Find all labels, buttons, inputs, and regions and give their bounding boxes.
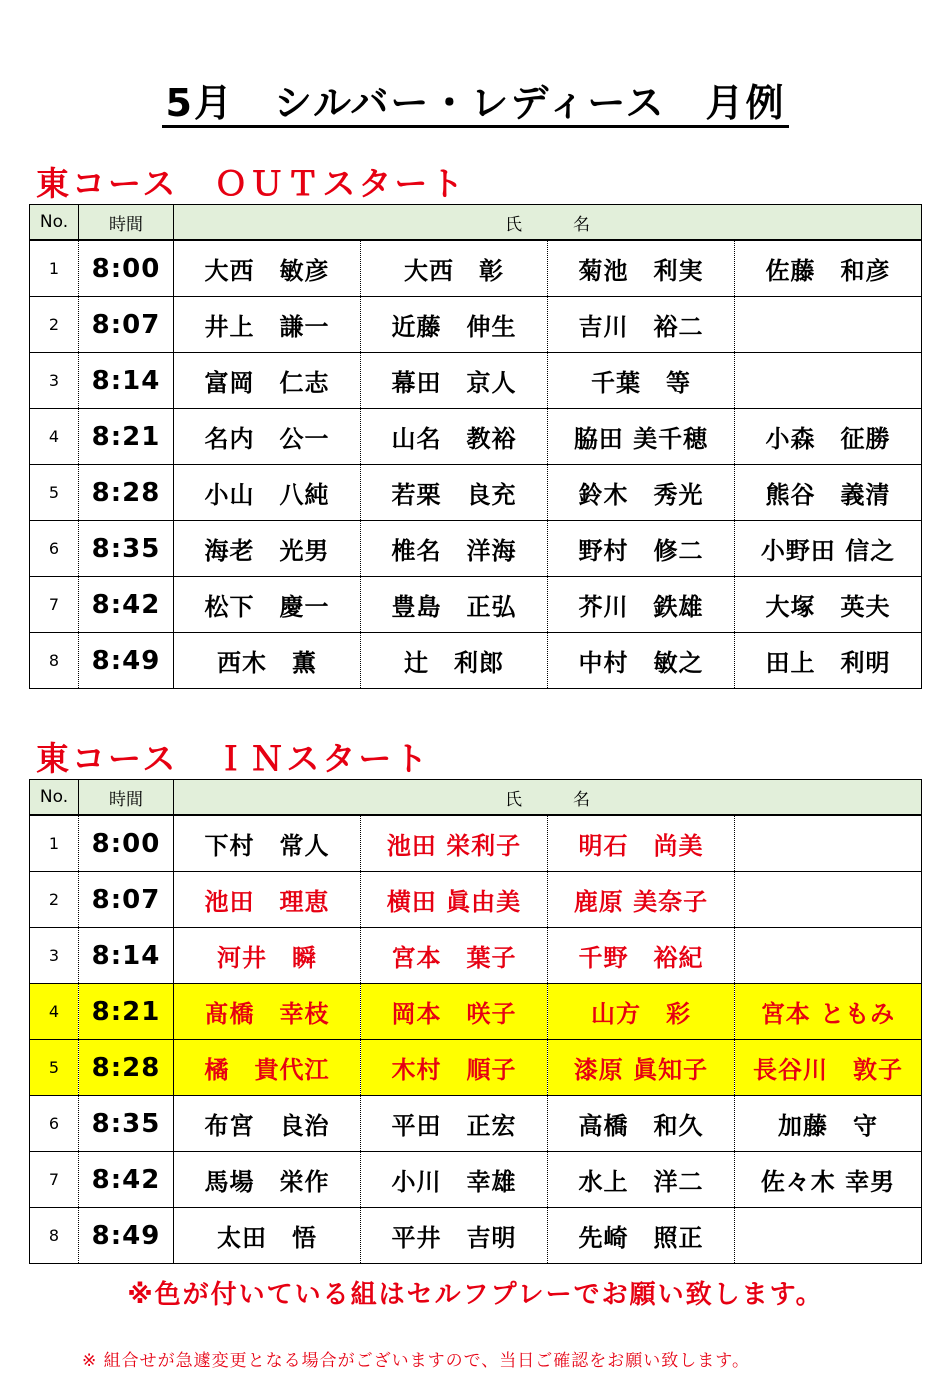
in-section-heading: 東コース ＩＮスタート (36, 739, 431, 778)
player-name: 先崎 照正 (548, 1208, 735, 1264)
player-name: 熊谷 義清 (735, 465, 922, 521)
player-name: 大西 彰 (361, 240, 548, 297)
player-name: 野村 修二 (548, 521, 735, 577)
group-number: 3 (30, 928, 79, 984)
group-number: 6 (30, 521, 79, 577)
player-name: 脇田 美千穂 (548, 409, 735, 465)
player-name (735, 872, 922, 928)
player-name: 布宮 良治 (174, 1096, 361, 1152)
player-name: 平井 吉明 (361, 1208, 548, 1264)
table-row (30, 1096, 922, 1152)
player-name: 吉川 裕二 (548, 297, 735, 353)
player-name: 下村 常人 (174, 815, 361, 872)
group-number: 3 (30, 353, 79, 409)
player-name: 菊池 利実 (548, 240, 735, 297)
in-table-body (30, 780, 922, 1264)
self-play-note: ※色が付いている組はセルフプレーでお願い致します。 (127, 1280, 824, 1310)
tee-time: 8:35 (79, 1096, 174, 1152)
table-row (30, 1152, 922, 1208)
tee-time: 8:28 (79, 1040, 174, 1096)
group-number: 1 (30, 240, 79, 297)
player-name: 辻 利郎 (361, 633, 548, 689)
table-row (30, 872, 922, 928)
table-header-row (30, 205, 922, 241)
player-name (735, 297, 922, 353)
group-number: 5 (30, 1040, 79, 1096)
player-name: 幕田 京人 (361, 353, 548, 409)
player-name: 水上 洋二 (548, 1152, 735, 1208)
player-name: 山名 教裕 (361, 409, 548, 465)
tee-time: 8:14 (79, 928, 174, 984)
tee-time: 8:14 (79, 353, 174, 409)
player-name: 太田 悟 (174, 1208, 361, 1264)
tee-time: 8:21 (79, 984, 174, 1040)
tee-time: 8:42 (79, 577, 174, 633)
player-name: 髙橋 幸枝 (174, 984, 361, 1040)
player-name: 宮本 葉子 (361, 928, 548, 984)
group-number: 6 (30, 1096, 79, 1152)
player-name: 西木 薫 (174, 633, 361, 689)
group-number: 1 (30, 815, 79, 872)
header-name: 氏 名 (174, 780, 922, 816)
player-name: 河井 瞬 (174, 928, 361, 984)
header-no: No. (30, 205, 79, 241)
tee-time: 8:00 (79, 815, 174, 872)
player-name: 田上 利明 (735, 633, 922, 689)
player-name (735, 815, 922, 872)
player-name: 宮本 ともみ (735, 984, 922, 1040)
group-number: 2 (30, 297, 79, 353)
player-name: 横田 眞由美 (361, 872, 548, 928)
player-name: 若栗 良充 (361, 465, 548, 521)
tee-time: 8:49 (79, 633, 174, 689)
tee-time: 8:35 (79, 521, 174, 577)
table-row (30, 577, 922, 633)
player-name: 椎名 洋海 (361, 521, 548, 577)
table-row (30, 928, 922, 984)
player-name (735, 928, 922, 984)
in-start-table (29, 779, 922, 1264)
player-name: 大西 敏彦 (174, 240, 361, 297)
player-name: 富岡 仁志 (174, 353, 361, 409)
player-name: 佐々木 幸男 (735, 1152, 922, 1208)
table-row (30, 297, 922, 353)
player-name: 小森 征勝 (735, 409, 922, 465)
table-row (30, 1208, 922, 1264)
player-name: 橘 貴代江 (174, 1040, 361, 1096)
table-row (30, 984, 922, 1040)
player-name: 漆原 眞知子 (548, 1040, 735, 1096)
tee-time: 8:00 (79, 240, 174, 297)
player-name: 小川 幸雄 (361, 1152, 548, 1208)
group-number: 7 (30, 1152, 79, 1208)
header-time: 時間 (79, 780, 174, 816)
table-row (30, 815, 922, 872)
tee-time: 8:28 (79, 465, 174, 521)
player-name: 山方 彩 (548, 984, 735, 1040)
page-title: 5月 シルバー・レディース 月例 (162, 81, 790, 128)
out-start-table (29, 204, 922, 689)
player-name: 千葉 等 (548, 353, 735, 409)
player-name: 木村 順子 (361, 1040, 548, 1096)
tee-time: 8:49 (79, 1208, 174, 1264)
tee-time: 8:07 (79, 297, 174, 353)
player-name: 近藤 伸生 (361, 297, 548, 353)
header-time: 時間 (79, 205, 174, 241)
player-name: 松下 慶一 (174, 577, 361, 633)
schedule-change-note: ※ 組合せが急遽変更となる場合がございますので、当日ご確認をお願い致します。 (82, 1351, 750, 1371)
table-header-row (30, 780, 922, 816)
player-name: 佐藤 和彦 (735, 240, 922, 297)
player-name (735, 1208, 922, 1264)
group-number: 5 (30, 465, 79, 521)
table-row (30, 633, 922, 689)
player-name: 高橋 和久 (548, 1096, 735, 1152)
table-row (30, 353, 922, 409)
player-name: 加藤 守 (735, 1096, 922, 1152)
player-name: 平田 正宏 (361, 1096, 548, 1152)
player-name: 長谷川 敦子 (735, 1040, 922, 1096)
player-name: 豊島 正弘 (361, 577, 548, 633)
tee-time: 8:21 (79, 409, 174, 465)
player-name: 小野田 信之 (735, 521, 922, 577)
group-number: 4 (30, 984, 79, 1040)
player-name: 名内 公一 (174, 409, 361, 465)
group-number: 8 (30, 633, 79, 689)
player-name: 井上 謙一 (174, 297, 361, 353)
table-row (30, 465, 922, 521)
table-row (30, 521, 922, 577)
player-name (735, 353, 922, 409)
player-name: 鈴木 秀光 (548, 465, 735, 521)
player-name: 千野 裕紀 (548, 928, 735, 984)
group-number: 8 (30, 1208, 79, 1264)
out-table-body (30, 205, 922, 689)
page-title-wrap (0, 72, 951, 127)
out-section-heading: 東コース ＯＵＴスタート (36, 164, 467, 203)
group-number: 2 (30, 872, 79, 928)
player-name: 中村 敏之 (548, 633, 735, 689)
tee-time: 8:42 (79, 1152, 174, 1208)
player-name: 鹿原 美奈子 (548, 872, 735, 928)
player-name: 池田 栄利子 (361, 815, 548, 872)
table-row (30, 409, 922, 465)
player-name: 芥川 鉄雄 (548, 577, 735, 633)
player-name: 明石 尚美 (548, 815, 735, 872)
header-no: No. (30, 780, 79, 816)
player-name: 池田 理恵 (174, 872, 361, 928)
player-name: 小山 八純 (174, 465, 361, 521)
player-name: 大塚 英夫 (735, 577, 922, 633)
table-row (30, 240, 922, 297)
tee-time: 8:07 (79, 872, 174, 928)
group-number: 4 (30, 409, 79, 465)
player-name: 馬場 栄作 (174, 1152, 361, 1208)
group-number: 7 (30, 577, 79, 633)
player-name: 岡本 咲子 (361, 984, 548, 1040)
player-name: 海老 光男 (174, 521, 361, 577)
table-row (30, 1040, 922, 1096)
header-name: 氏 名 (174, 205, 922, 241)
